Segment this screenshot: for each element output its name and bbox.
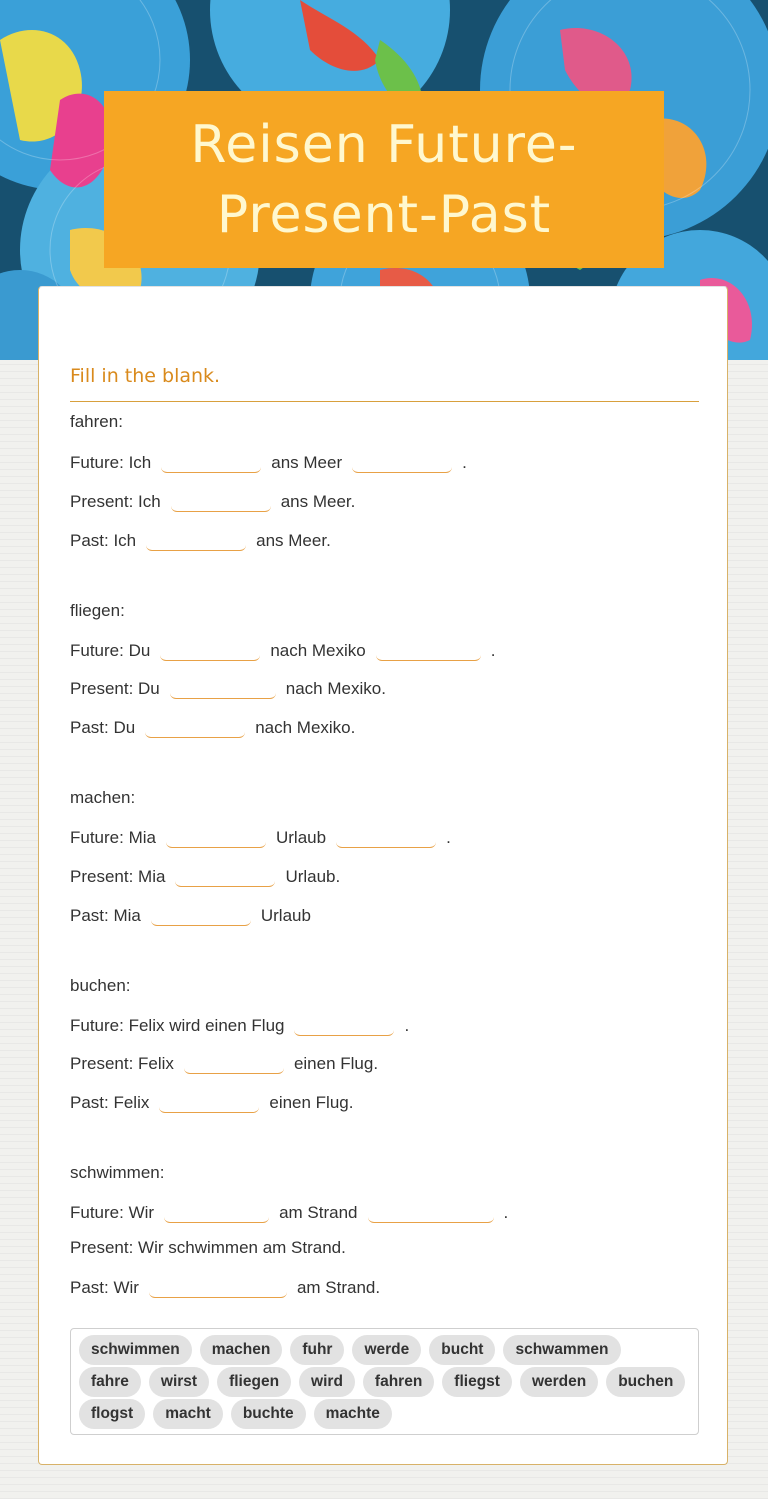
line-text: Present: Du [70,679,160,698]
line-text: Urlaub. [285,867,341,886]
word-chip[interactable]: werde [352,1335,421,1365]
word-chip[interactable]: macht [153,1399,223,1429]
line-text: nach Mexiko. [255,718,356,737]
line-text: Present: Felix [70,1054,174,1073]
line-text: Future: Mia [70,828,156,847]
exercise-line [70,1163,164,1183]
line-text: Future: Wir [70,1203,155,1222]
exercise-line [70,864,340,887]
exercise-line [70,715,355,738]
line-text: ans Meer [271,453,343,472]
exercise-line [70,788,135,808]
exercise-line [70,1090,353,1113]
line-text: einen Flug. [269,1093,354,1112]
exercise-line [70,1238,346,1258]
answer-blank[interactable] [376,638,481,661]
answer-blank[interactable] [161,450,261,473]
line-text: Future: Ich [70,453,152,472]
answer-blank[interactable] [175,864,275,887]
exercise-line [70,976,131,996]
line-text: ans Meer. [280,492,356,511]
word-chip[interactable]: werden [520,1367,598,1397]
line-text: machen: [70,788,136,807]
word-chip[interactable]: machte [314,1399,392,1429]
answer-blank[interactable] [368,1200,494,1223]
word-chip[interactable]: bucht [429,1335,495,1365]
word-bank [70,1328,699,1435]
answer-blank[interactable] [170,676,276,699]
line-text: Present: Wir schwimmen am Strand. [70,1238,346,1257]
exercise-line [70,638,495,661]
word-chip[interactable]: fuhr [290,1335,344,1365]
line-text: . [490,641,496,660]
exercise-line [70,528,331,551]
answer-blank[interactable] [151,903,251,926]
line-text: nach Mexiko [270,641,366,660]
answer-blank[interactable] [164,1200,269,1223]
word-chip[interactable]: fahren [363,1367,434,1397]
line-text: Future: Felix wird einen Flug [70,1016,285,1035]
line-text: ans Meer. [256,531,331,550]
line-text: Present: Ich [70,492,161,511]
exercise-line [70,1200,508,1223]
exercise-line [70,825,451,848]
exercise-line [70,1051,378,1074]
exercise-line [70,676,386,699]
line-text: Past: Du [70,718,136,737]
line-text: Present: Mia [70,867,166,886]
line-text: buchen: [70,976,131,995]
word-chip[interactable]: wirst [149,1367,209,1397]
title-banner [104,91,664,268]
answer-blank[interactable] [184,1051,284,1074]
line-text: . [404,1016,410,1035]
page-title: Reisen Future-Present-Past [190,114,578,245]
word-chip[interactable]: flogst [79,1399,145,1429]
answer-blank[interactable] [294,1013,394,1036]
line-text: . [446,828,451,847]
line-text: nach Mexiko. [285,679,386,698]
word-chip[interactable]: machen [200,1335,283,1365]
line-text: am Strand. [296,1278,381,1297]
line-text: Past: Wir [70,1278,139,1297]
word-chip[interactable]: schwammen [503,1335,620,1365]
exercise-line [70,412,123,432]
word-chip[interactable]: wird [299,1367,355,1397]
worksheet-card [38,286,728,1465]
answer-blank[interactable] [159,1090,259,1113]
exercise-line [70,1275,380,1298]
exercise-line [70,1013,409,1036]
exercise-line [70,450,467,473]
word-chip[interactable]: buchen [606,1367,685,1397]
line-text: Future: Du [70,641,151,660]
line-text: . [503,1203,509,1222]
word-chip[interactable]: schwimmen [79,1335,192,1365]
line-text: schwimmen: [70,1163,165,1182]
answer-blank[interactable] [146,528,246,551]
answer-blank[interactable] [160,638,260,661]
line-text: Urlaub [275,828,327,847]
instructions-heading: Fill in the blank. [70,365,699,402]
exercise-line [70,489,355,512]
line-text: . [462,453,467,472]
line-text: Urlaub [260,906,311,925]
word-chip[interactable]: fahre [79,1367,141,1397]
answer-blank[interactable] [171,489,271,512]
line-text: Past: Felix [70,1093,150,1112]
line-text: am Strand [279,1203,358,1222]
answer-blank[interactable] [145,715,245,738]
word-chip[interactable]: fliegen [217,1367,291,1397]
answer-blank[interactable] [336,825,436,848]
answer-blank[interactable] [149,1275,287,1298]
line-text: fliegen: [70,601,125,620]
exercise-line [70,903,311,926]
line-text: fahren: [70,412,123,431]
answer-blank[interactable] [352,450,452,473]
line-text: einen Flug. [293,1054,379,1073]
answer-blank[interactable] [166,825,266,848]
line-text: Past: Mia [70,906,141,925]
exercise-line [70,601,125,621]
word-chip[interactable]: buchte [231,1399,306,1429]
line-text: Past: Ich [70,531,137,550]
word-chip[interactable]: fliegst [442,1367,512,1397]
